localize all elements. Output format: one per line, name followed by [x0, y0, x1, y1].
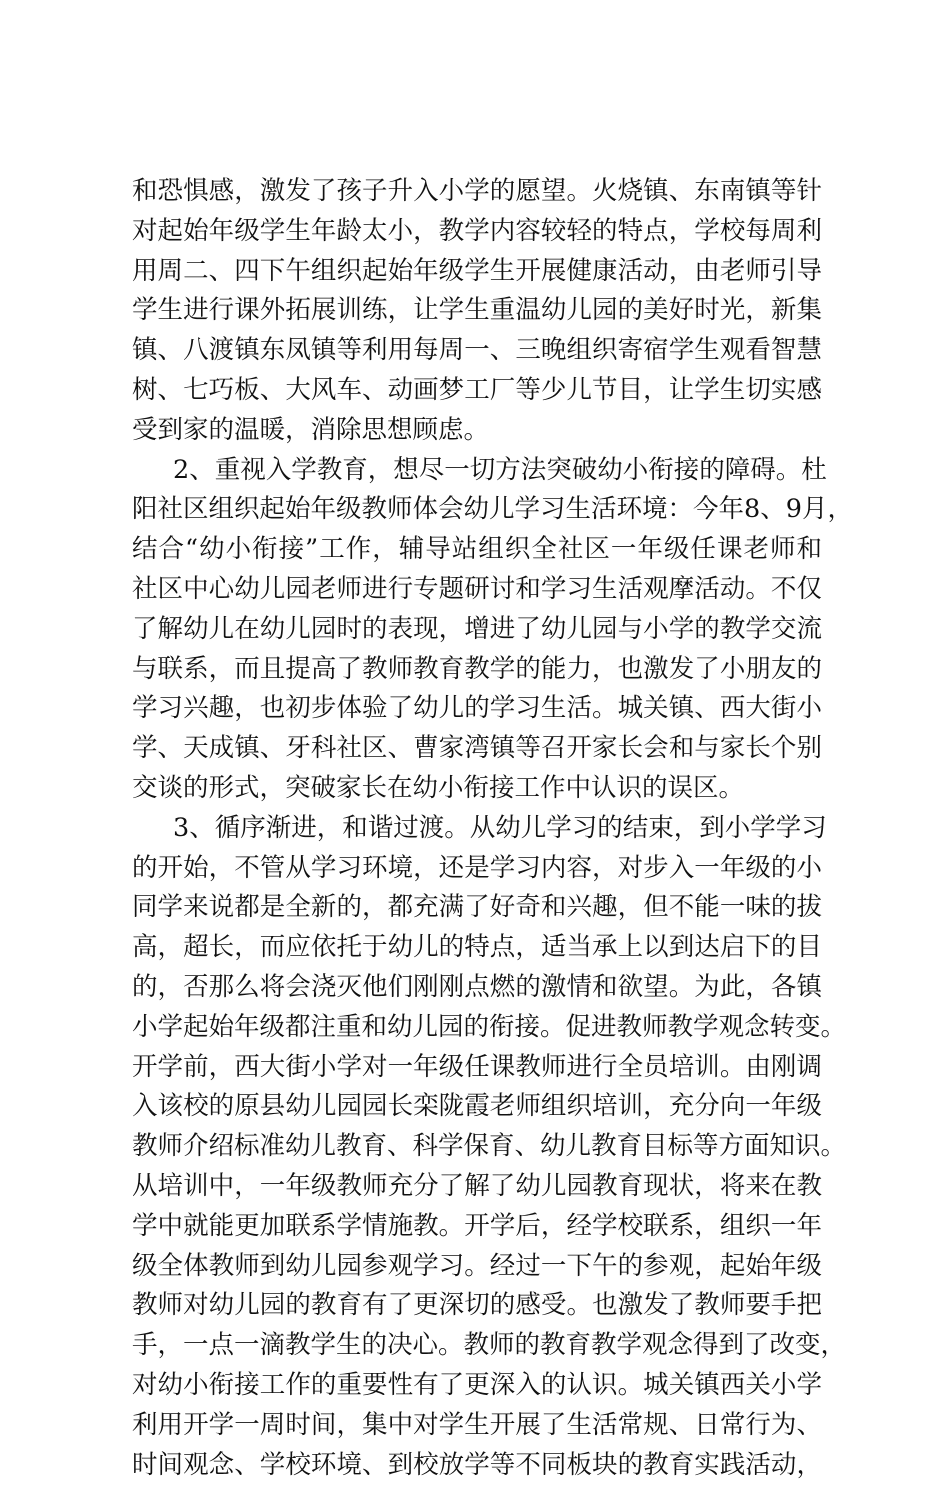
- text-line: 时间观念、学校环境、到校放学等不同板块的教育实践活动，: [132, 1446, 822, 1485]
- text-line: 学、天成镇、牙科社区、曹家湾镇等召开家长会和与家长个别: [132, 729, 822, 769]
- text-line: 小学起始年级都注重和幼儿园的衔接。促进教师教学观念转变。: [132, 1008, 822, 1048]
- text-line: 教师介绍标准幼儿教育、科学保育、幼儿教育目标等方面知识。: [132, 1127, 822, 1167]
- text-line: 同学来说都是全新的，都充满了好奇和兴趣，但不能一味的拔: [132, 888, 822, 928]
- text-line: 与联系，而且提高了教师教育教学的能力，也激发了小朋友的: [132, 650, 822, 690]
- text-line: 的开始，不管从学习环境，还是学习内容，对步入一年级的小: [132, 849, 822, 889]
- text-line: 高，超长，而应依托于幼儿的特点，适当承上以到达启下的目: [132, 928, 822, 968]
- text-line: 级全体教师到幼儿园参观学习。经过一下午的参观，起始年级: [132, 1247, 822, 1287]
- text-line: 的，否那么将会浇灭他们刚刚点燃的激情和欲望。为此，各镇: [132, 968, 822, 1008]
- text-line: 社区中心幼儿园老师进行专题研讨和学习生活观摩活动。不仅: [132, 570, 822, 610]
- paragraph-start-line: 3、循序渐进，和谐过渡。从幼儿学习的结束，到小学学习: [132, 809, 822, 849]
- text-line: 用周二、四下午组织起始年级学生开展健康活动，由老师引导: [132, 252, 822, 292]
- text-line: 和恐惧感，激发了孩子升入小学的愿望。火烧镇、东南镇等针: [132, 172, 822, 212]
- text-line: 对幼小衔接工作的重要性有了更深入的认识。城关镇西关小学: [132, 1366, 822, 1406]
- text-line: 受到家的温暖，消除思想顾虑。: [132, 411, 822, 451]
- text-line: 镇、八渡镇东凤镇等利用每周一、三晚组织寄宿学生观看智慧: [132, 331, 822, 371]
- text-line: 了解幼儿在幼儿园时的表现，增进了幼儿园与小学的教学交流: [132, 610, 822, 650]
- text-line: 树、七巧板、大风车、动画梦工厂等少儿节目，让学生切实感: [132, 371, 822, 411]
- text-line: 学习兴趣，也初步体验了幼儿的学习生活。城关镇、西大街小: [132, 689, 822, 729]
- text-line: 交谈的形式，突破家长在幼小衔接工作中认识的误区。: [132, 769, 822, 809]
- text-line: 入该校的原县幼儿园园长栾陇霞老师组织培训，充分向一年级: [132, 1087, 822, 1127]
- text-line: 对起始年级学生年龄太小，教学内容较轻的特点，学校每周利: [132, 212, 822, 252]
- text-line: 学生进行课外拓展训练，让学生重温幼儿园的美好时光，新集: [132, 291, 822, 331]
- document-body: [132, 172, 822, 1485]
- text-line: 手，一点一滴教学生的决心。教师的教育教学观念得到了改变，: [132, 1326, 822, 1366]
- text-line: 开学前，西大街小学对一年级任课教师进行全员培训。由刚调: [132, 1048, 822, 1088]
- text-line: 从培训中，一年级教师充分了解了幼儿园教育现状，将来在教: [132, 1167, 822, 1207]
- text-line: 学中就能更加联系学情施教。开学后，经学校联系，组织一年: [132, 1207, 822, 1247]
- text-line: 利用开学一周时间，集中对学生开展了生活常规、日常行为、: [132, 1406, 822, 1446]
- text-line: 阳社区组织起始年级教师体会幼儿学习生活环境：今年8、9月，: [132, 490, 822, 530]
- paragraph-start-line: 2、重视入学教育，想尽一切方法突破幼小衔接的障碍。杜: [132, 451, 822, 491]
- text-line: 结合“幼小衔接”工作，辅导站组织全社区一年级任课老师和: [132, 530, 822, 570]
- text-line: 教师对幼儿园的教育有了更深切的感受。也激发了教师要手把: [132, 1286, 822, 1326]
